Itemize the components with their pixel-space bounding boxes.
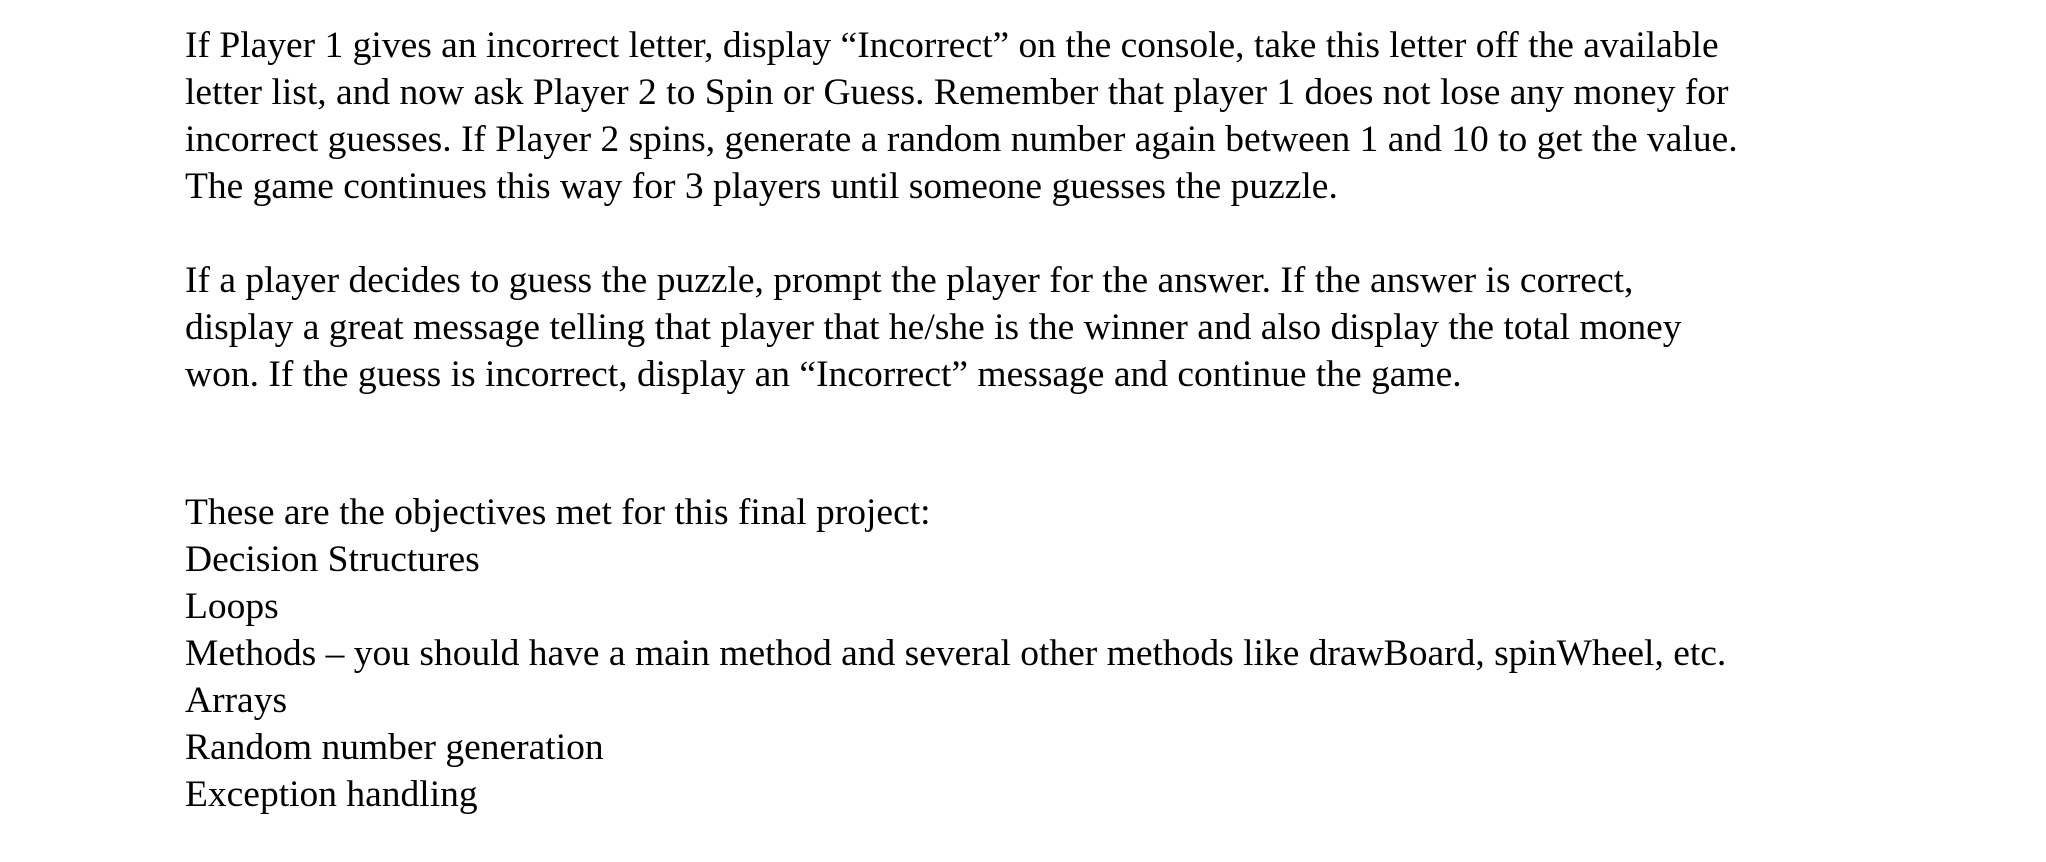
document-page [185,22,2025,818]
text-line: The game continues this way for 3 players until someone guesses the puzzle. [185,166,1338,207]
objective-item: Arrays [185,680,288,721]
text-line: won. If the guess is incorrect, display an “Incorrect” message and continue the game. [185,354,1462,395]
paragraph-spacer [185,210,2025,257]
objectives-list [185,489,2025,818]
text-line: letter list, and now ask Player 2 to Spin or Guess. Remember that player 1 does not lose any money for [185,72,1729,113]
text-line: display a great message telling that player that he/she is the winner and also display the total money [185,307,1682,348]
text-line: If Player 1 gives an incorrect letter, display “Incorrect” on the console, take this letter off the available [185,25,1719,66]
objectives-heading: These are the objectives met for this final project: [185,492,931,533]
objective-item: Loops [185,586,279,627]
text-line: If a player decides to guess the puzzle, prompt the player for the answer. If the answer is correct, [185,260,1634,301]
paragraph-spacer [185,398,2025,489]
paragraph-incorrect-letter [185,22,2025,210]
objective-item: Methods – you should have a main method and several other methods like drawBoard, spinWheel, etc. [185,633,1727,674]
objective-item: Exception handling [185,774,478,815]
paragraph-guess-puzzle [185,257,2025,398]
text-line: incorrect guesses. If Player 2 spins, generate a random number again between 1 and 10 to get the value. [185,119,1738,160]
objective-item: Decision Structures [185,539,480,580]
objective-item: Random number generation [185,727,604,768]
